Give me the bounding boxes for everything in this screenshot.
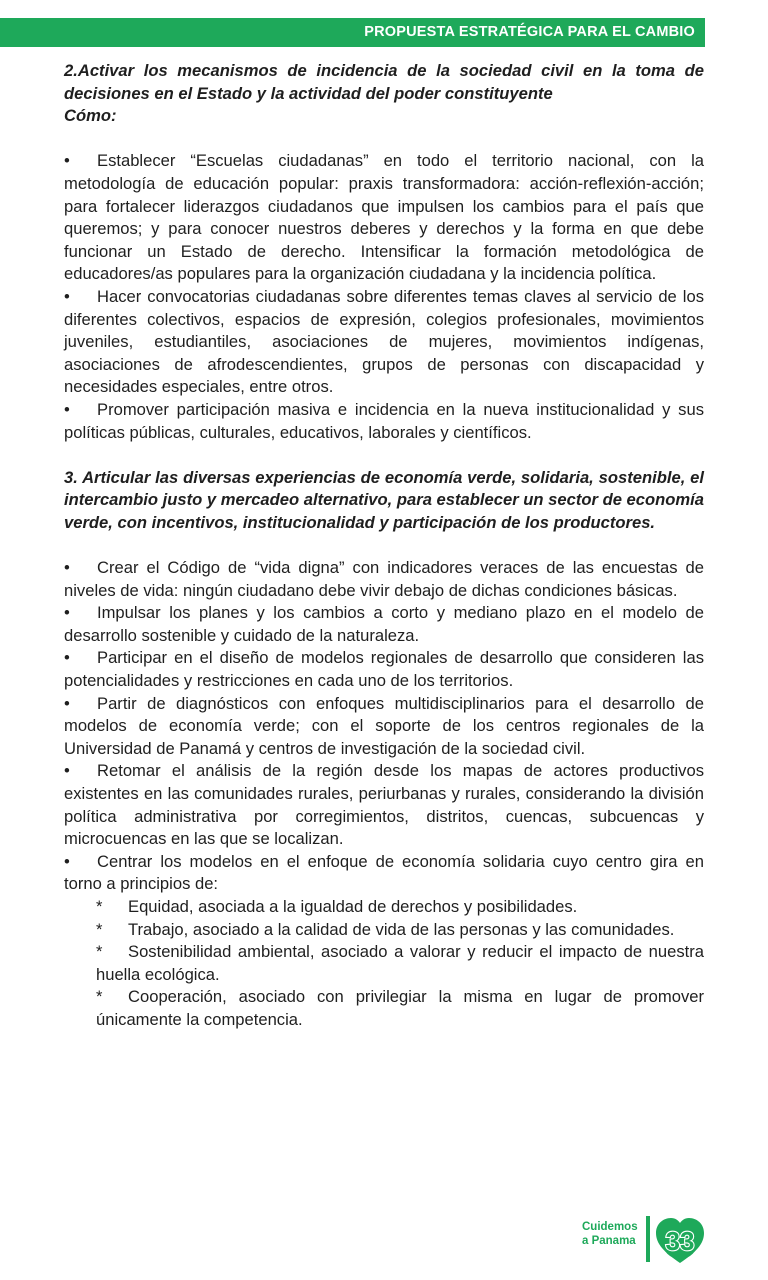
footer-divider — [646, 1216, 650, 1262]
footer-slogan-line1: Cuidemos — [582, 1221, 638, 1233]
section-3-heading — [64, 467, 704, 535]
section-2-bullet: • Hacer convocatorias ciudadanas sobre diferentes temas claves al servicio de los diferentes colectivos, espacios de expresión, colegios profesionales, movimientos juveniles, estudiantiles, asociaciones de mujeres, movimientos indígenas, asociaciones de afrodescendientes, grupos de personas con discapacidad y necesidades especiales, entre otros. — [64, 286, 704, 397]
principle-item: * Equidad, asociada a la igualdad de derechos y posibilidades. — [96, 896, 704, 919]
section-3-bullet: • Partir de diagnósticos con enfoques multidisciplinarios para el desarrollo de modelos de economía verde; con el soporte de los centros regionales de la Universidad de Panamá y centros de investigación de la sociedad civil. — [64, 693, 704, 758]
principle-item: * Sostenibilidad ambiental, asociado a valorar y reducir el impacto de nuestra huella ecológica. — [96, 942, 704, 984]
section-3-heading-text: 3. Articular las diversas experiencias de economía verde, solidaria, sostenible, el intercambio justo y mercadeo alternativo, para establecer un sector de economía verde, con incentivos, institucionalidad y participación de los productores. — [64, 467, 705, 532]
asterisk-icon: * — [96, 987, 103, 1007]
section-3-bullet: • Impulsar los planes y los cambios a corto y mediano plazo en el modelo de desarrollo sostenible y cuidado de la naturaleza. — [64, 603, 704, 645]
section-3-bullet: • Retomar el análisis de la región desde los mapas de actores productivos existentes en las comunidades rurales, periurbanas y rurales, considerando la división política administrativa por corregimientos, distritos, cuencas, subcuencas y microcuencas en las que se localizan. — [64, 761, 704, 849]
section-2-heading-subtitle: Cómo: — [64, 106, 117, 126]
header-title: PROPUESTA ESTRATÉGICA PARA EL CAMBIO — [364, 24, 695, 40]
bullet-icon: • — [64, 558, 70, 578]
section-3-bullet: • Crear el Código de “vida digna” con indicadores veraces de las encuestas de niveles de vida: ningún ciudadano debe vivir debajo de dichas condiciones básicas. — [64, 558, 704, 600]
bullet-icon: • — [64, 761, 70, 781]
principle-item: * Cooperación, asociado con privilegiar la misma en lugar de promover únicamente la competencia. — [96, 987, 704, 1029]
asterisk-icon: * — [96, 942, 103, 962]
footer-logo — [580, 1214, 710, 1266]
footer-slogan-line2: a Panama — [582, 1235, 636, 1247]
heart-badge-icon — [654, 1216, 706, 1266]
principle-item: * Trabajo, asociado a la calidad de vida de las personas y las comunidades. — [96, 919, 704, 942]
bullet-icon: • — [64, 851, 70, 871]
bullet-icon: • — [64, 286, 70, 306]
section-2-bullet: • Promover participación masiva e incidencia en la nueva institucionalidad y sus políticas públicas, culturales, educativos, laborales y científicos. — [64, 399, 704, 442]
badge-number: 33 — [665, 1226, 695, 1256]
asterisk-icon: * — [96, 896, 103, 916]
bullet-icon: • — [64, 151, 70, 171]
document-body — [64, 60, 704, 1032]
header-bar — [0, 18, 705, 47]
section-3-bullet: • Participar en el diseño de modelos regionales de desarrollo que consideren las potencialidades y restricciones en cada uno de los territorios. — [64, 648, 704, 691]
section-3-bullet: • Centrar los modelos en el enfoque de economía solidaria cuyo centro gira en torno a principios de: — [64, 851, 704, 894]
bullet-icon: • — [64, 399, 70, 419]
section-2-bullet: • Establecer “Escuelas ciudadanas” en todo el territorio nacional, con la metodología de educación popular: praxis transformadora: acción-reflexión-acción; para fortalecer liderazgos ciudadanos que impulsen los cambios para el país que queremos; y para conocer nuestros deberes y derechos y la forma en que debe funcionar un Estado de derecho. Intensificar la formación metodológica de educadores/as populares para la organización ciudadana y la incidencia política. — [64, 151, 704, 284]
section-2-heading — [64, 60, 704, 128]
footer-slogan — [582, 1220, 638, 1248]
section-2-heading-text: 2.Activar los mecanismos de incidencia de la sociedad civil en la toma de decisiones en el Estado y la actividad del poder constituyente — [64, 61, 704, 103]
bullet-icon: • — [64, 693, 70, 713]
asterisk-icon: * — [96, 919, 103, 939]
bullet-icon: • — [64, 648, 70, 668]
bullet-icon: • — [64, 603, 70, 623]
